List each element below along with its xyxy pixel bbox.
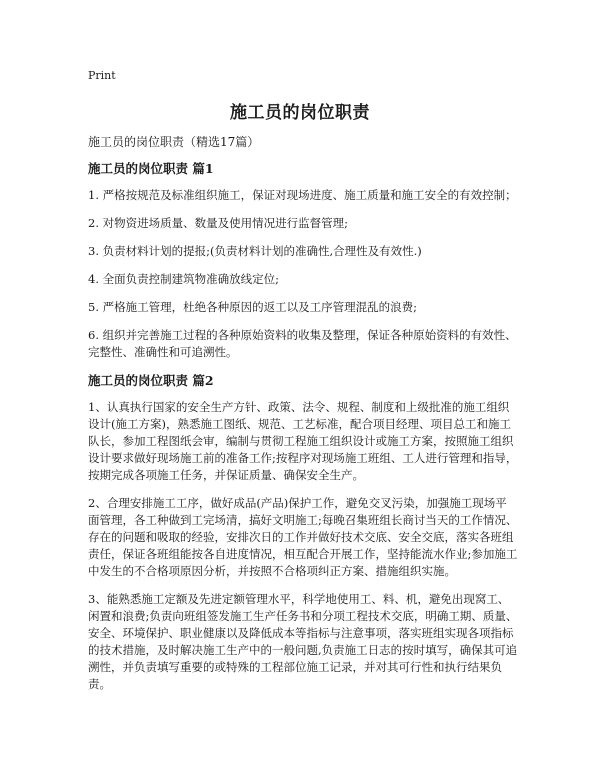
section-1 — [88, 160, 518, 361]
print-label[interactable]: Print — [88, 69, 116, 82]
section-2 — [88, 372, 518, 693]
document-subtitle: 施工员的岗位职责（精选17篇） — [88, 135, 260, 149]
document-title: 施工员的岗位职责 — [230, 103, 370, 123]
list-item: 3、能熟悉施工定额及先进定额管理水平，科学地使用工、料、机，避免出现窝工、闲置和浪费;负责向班组签发施工生产任务书和分项工程技术交底，明确工期、质量、安全、环境保护、职业健康以及降低成本等指标与注意事项，落实班组实现各项指标的技术措施，及时解决施工生产中的一般问题,负责施工日志的按时填写，确保其可追溯性，并负责填写重要的或特殊的工程部位施工记录，并对其可行性和执行结果负责。 — [88, 592, 518, 691]
section-title: 施工员的岗位职责 篇1 — [88, 161, 214, 176]
list-item: 1、认真执行国家的安全生产方针、政策、法令、规程、制度和上级批准的施工组织设计(施工方案)，熟悉施工图纸、规范、工艺标准，配合项目经理、项目总工和施工队长，参加工程图纸会审，编制与贯彻工程施工组织设计或施工方案，按照施工组织设计要求做好现场施工前的准备工作;按程序对现场施工班组、工人进行管理和指导，按期完成各项施工任务，并保证质量、确保安全生产。 — [88, 400, 518, 482]
list-item: 1. 严格按规范及标准组织施工，保证对现场进度、施工质量和施工安全的有效控制； — [88, 188, 517, 202]
list-item: 5. 严格施工管理，杜绝各种原因的返工以及工序管理混乱的浪费; — [88, 300, 417, 314]
section-title: 施工员的岗位职责 篇2 — [88, 373, 214, 388]
list-item: 4. 全面负责控制建筑物准确放线定位; — [88, 272, 280, 286]
document-body — [88, 160, 518, 704]
list-item: 3. 负责材料计划的提报;(负责材料计划的准确性,合理性及有效性.) — [88, 244, 422, 258]
list-item: 2. 对物资进场质量、数量及使用情况进行监督管理; — [88, 216, 348, 230]
list-item: 6. 组织并完善施工过程的各种原始资料的收集及整理，保证各种原始资料的有效性、完整性、准确性和可追溯性。 — [88, 328, 517, 359]
list-item: 2、合理安排施工工序，做好成品(产品)保护工作，避免交叉污染，加强施工现场平面管理，各工种做到工完场清，搞好文明施工;每晚召集班组长商讨当天的工作情况、存在的问题和吸取的经验，安排次日的工作并做好技术交底、安全交底，落实各班组责任，保证各班组能按各自进度情况，相互配合开展工作，坚持能流水作业;参加施工中发生的不合格项原因分析，并按照不合格项纠正方案、措施组织实施。 — [88, 496, 518, 578]
